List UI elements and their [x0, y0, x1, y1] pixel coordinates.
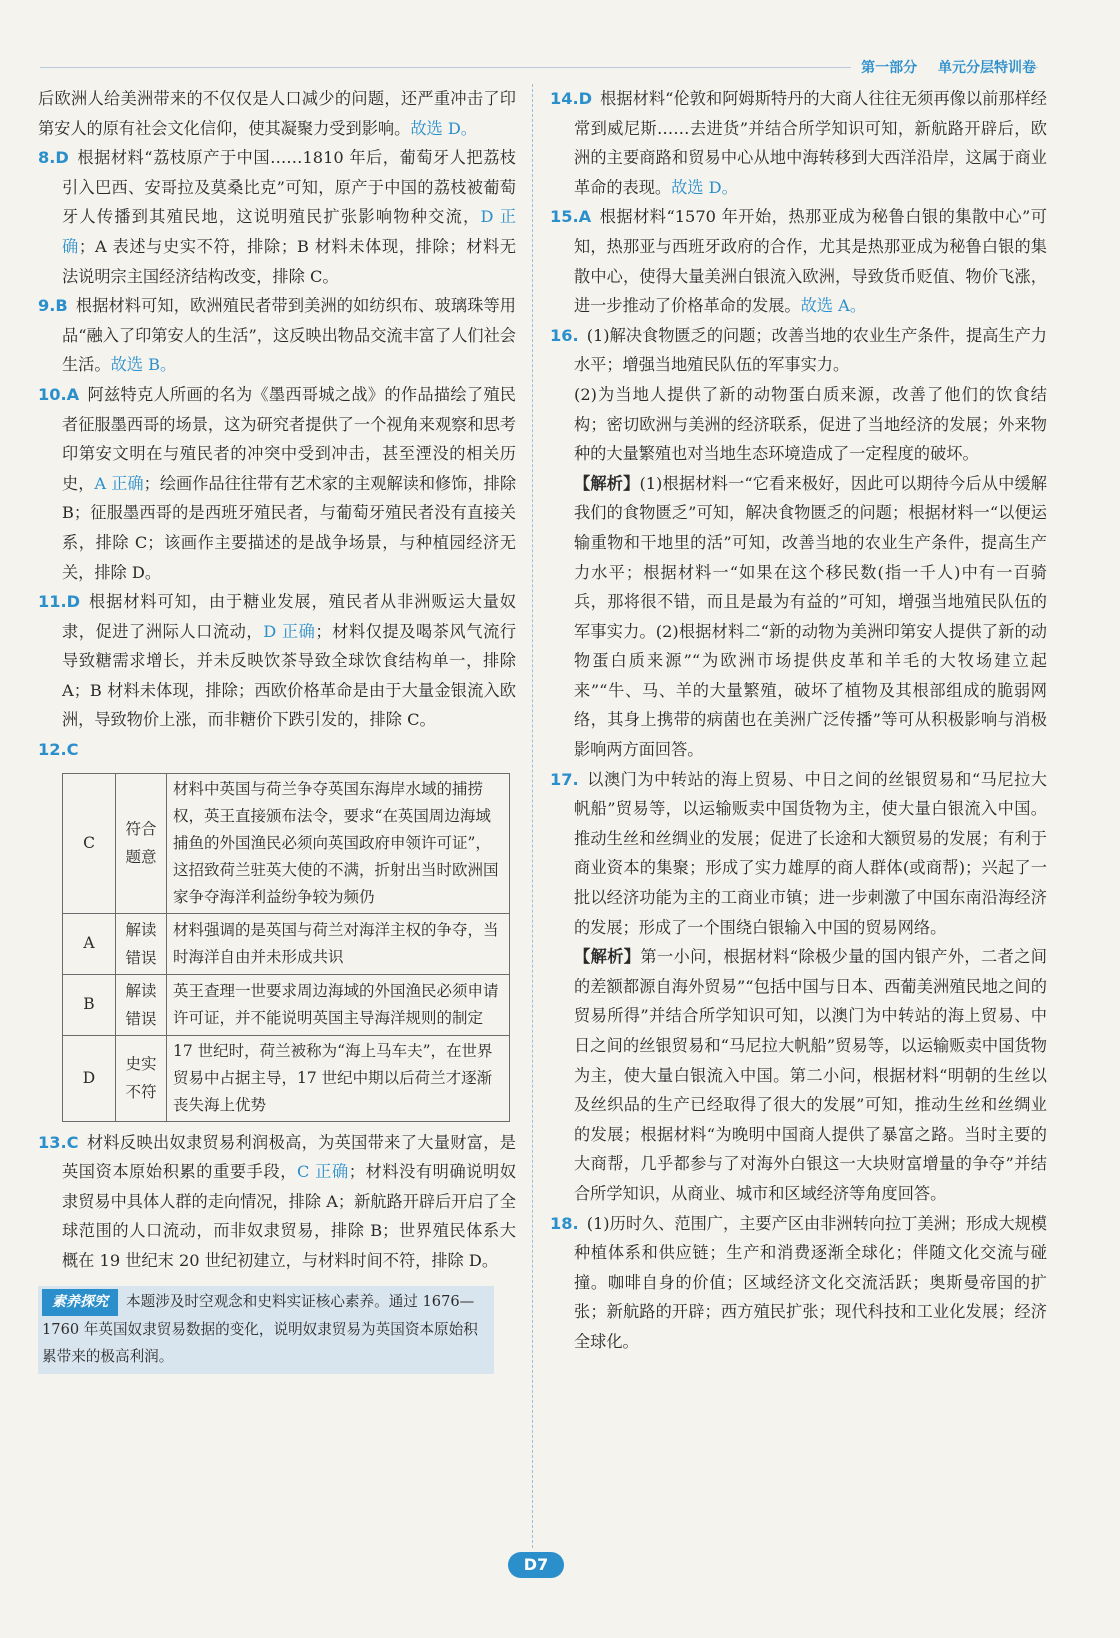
analysis-tag: 【解析】 [574, 947, 641, 967]
answer-9-number: 9.B [38, 296, 68, 316]
right-column [550, 84, 1047, 1357]
answer-15-number: 15.A [550, 207, 592, 227]
intro-paragraph: 后欧洲人给美洲带来的不仅仅是人口减少的问题，还严重冲击了印第安人的原有社会文化信仰，使其凝聚力受到影响。故选 D。 [38, 89, 516, 138]
explanation-cell: 17 世纪时，荷兰被称为“海上马车夫”，在世界贸易中占据主导，17 世纪中期以后荷兰才逐渐丧失海上优势 [167, 1035, 510, 1121]
page-number: D7 [508, 1552, 564, 1578]
answer-8-number: 8.D [38, 148, 69, 168]
table-row [63, 913, 510, 974]
answer-16-number: 16. [550, 325, 579, 345]
answer-8: 8.D 根据材料“荔枝原产于中国……1810 年后，葡萄牙人把荔枝引入巴西、安哥拉及莫桑比克”可知，原产于中国的荔枝被葡萄牙人传播到其殖民地，这说明殖民扩张影响物种交流，D 正确；A 表述与史实不符，排除；B 材料未体现，排除；材料无法说明宗主国经济结构改变，排除 C。 [38, 148, 517, 286]
answer-13: 13.C 材料反映出奴隶贸易利润极高，为英国带来了大量财富，是英国资本原始积累的重要手段，C 正确；材料没有明确说明奴隶贸易中具体人群的走向情况，排除 A；新航路开辟后开启了全球范围的人口流动，而非奴隶贸易，排除 B；世界殖民体系大概在 19 世纪末 20 世纪初建立，与材料时间不符，排除 D。 [38, 1132, 517, 1271]
answer-18: 18. (1)历时久、范围广，主要产区由非洲转向拉丁美洲；形成大规模种植体系和供应链；生产和消费逐渐全球化；伴随文化交流与碰撞。咖啡自身的价值；区域经济文化交流活跃；奥斯曼帝国的扩张；新航路的开辟；西方殖民扩张；现代科技和工业化发展；经济全球化。 [550, 1213, 1047, 1351]
verdict-cell: 史实不符 [116, 1035, 167, 1121]
option-cell: A [63, 913, 116, 974]
answer-12-table [62, 773, 510, 1122]
answer-11: 11.D 根据材料可知，由于糖业发展，殖民者从非洲贩运大量奴隶，促进了洲际人口流动，D 正确；材料仅提及喝茶风气流行导致糖需求增长，并未反映饮茶导致全球饮食结构单一，排除 A；B 材料未体现，排除；西欧价格革命是由于大量金银流入欧洲，导致物价上涨，而非糖价下跌引发的，排除 C。 [38, 592, 517, 730]
explanation-cell: 材料强调的是英国与荷兰对海洋主权的争夺，当时海洋自由并未形成共识 [167, 913, 510, 974]
answer-17: 17. 以澳门为中转站的海上贸易、中日之间的丝银贸易和“马尼拉大帆船”贸易等，以运输贩卖中国货物为主，使大量白银流入中国。推动生丝和丝绸业的发展；促进了长途和大额贸易的发展；有利于商业资本的集聚；形成了实力雄厚的商人群体(或商帮)；兴起了一批以经济功能为主的工商业市镇；进一步刺激了中国东南沿海经济的发展；形成了一个围绕白银输入中国的贸易网络。 [550, 769, 1047, 937]
answer-18-number: 18. [550, 1213, 579, 1233]
answer-17-number: 17. [550, 769, 579, 789]
header-part: 第一部分 [861, 60, 918, 76]
option-cell: B [63, 974, 116, 1035]
answer-16-part1: 16. (1)解决食物匮乏的问题；改善当地的农业生产条件，提高生产力水平；增强当地殖民队伍的军事实力。 [550, 325, 1047, 375]
literacy-note-tag: 素养探究 [42, 1289, 118, 1316]
verdict-cell: 解读错误 [116, 974, 167, 1035]
answer-17-analysis: 【解析】第一小问，根据材料“除极少量的国内银产外，二者之间的差额都源自海外贸易”“包括中国与日本、西葡美洲殖民地之间的贸易所得”并结合所学知识可知，以澳门为中转站的海上贸易、中日之间的丝银贸易和“马尼拉大帆船”贸易等，以运输贩卖中国货物为主，使大量白银流入中国。第二小问，根据材料“明朝的生丝以及丝织品的生产已经取得了很大的发展”可知，推动生丝和丝绸业的发展；根据材料“为晚明中国商人提供了暴富之路。当时主要的大商帮，几乎都参与了对海外白银这一大块财富增量的争夺”并结合所学知识，从商业、城市和区域经济等角度回答。 [574, 947, 1047, 1203]
analysis-tag: 【解析】 [574, 473, 640, 493]
verdict-cell: 符合题意 [116, 773, 167, 913]
answer-16-part2: (2)为当地人提供了新的动物蛋白质来源，改善了他们的饮食结构；密切欧洲与美洲的经济联系，促进了当地经济的发展；外来物种的大量繁殖也对当地生态环境造成了一定程度的破坏。 [574, 384, 1047, 464]
answer-10: 10.A 阿兹特克人所画的名为《墨西哥城之战》的作品描绘了殖民者征服墨西哥的场景，这为研究者提供了一个视角来观察和思考印第安文明在与殖民者的冲突中受到冲击，甚至湮没的相关历史，A 正确；绘画作品往往带有艺术家的主观解读和修饰，排除 B；征服墨西哥的是西班牙殖民者，与葡萄牙殖民者没有直接关系，排除 C；该画作主要描述的是战争场景，与种植园经济无关，排除 D。 [38, 384, 517, 582]
answer-10-number: 10.A [38, 384, 80, 404]
answer-12 [38, 735, 516, 765]
explanation-cell: 材料中英国与荷兰争夺英国东海岸水域的捕捞权，英王直接颁布法令，要求“在英国周边海域捕鱼的外国渔民必须向英国政府申领许可证”，这招致荷兰驻英大使的不满，折射出当时欧洲国家争夺海洋利益纷争较为频仍 [167, 773, 510, 913]
answer-9: 9.B 根据材料可知，欧洲殖民者带到美洲的如纺织布、玻璃珠等用品“融入了印第安人的生活”，这反映出物品交流丰富了人们社会生活。故选 B。 [38, 296, 516, 375]
literacy-note-text: 本题涉及时空观念和史料实证核心素养。通过 1676—1760 年英国奴隶贸易数据的变化，说明奴隶贸易为英国资本原始积累带来的极高利润。 [42, 1292, 478, 1365]
page-header [851, 57, 1036, 77]
explanation-cell: 英王查理一世要求周边海域的外国渔民必须申请许可证，并不能说明英国主导海洋规则的制定 [167, 974, 510, 1035]
table-row [63, 773, 510, 913]
table-row [63, 1035, 510, 1121]
verdict-cell: 解读错误 [116, 913, 167, 974]
answer-14: 14.D 根据材料“伦敦和阿姆斯特丹的大商人往往无须再像以前那样经常到威尼斯……去进货”并结合所学知识可知，新航路开辟后，欧洲的主要商路和贸易中心从地中海转移到大西洋沿岸，这属于商业革命的表现。故选 D。 [550, 89, 1047, 197]
column-divider [532, 84, 533, 1548]
intro-highlight: 故选 D。 [410, 118, 477, 138]
answer-15: 15.A 根据材料“1570 年开始，热那亚成为秘鲁白银的集散中心”可知，热那亚与西班牙政府的合作，尤其是热那亚成为秘鲁白银的集散中心，使得大量美洲白银流入欧洲，导致货币贬值、物价飞涨，进一步推动了价格革命的发展。故选 A。 [550, 207, 1047, 316]
answer-12-number: 12.C [38, 740, 79, 760]
answer-13-number: 13.C [38, 1132, 79, 1152]
answer-14-number: 14.D [550, 89, 593, 108]
option-cell: D [63, 1035, 116, 1121]
literacy-note [38, 1286, 494, 1374]
answer-11-number: 11.D [38, 592, 81, 612]
answer-16-analysis: 【解析】(1)根据材料一“它看来极好，因此可以期待今后从中缓解我们的食物匮乏”可知，解决食物匮乏的问题；根据材料一“以便运输重物和干地里的活”可知，改善当地的农业生产条件，提高生产力水平；根据材料一“如果在这个移民数(指一千人)中有一百骑兵，那将很不错，而且是最为有益的”可知，增强当地殖民队伍的军事实力。(2)根据材料二“新的动物为美洲印第安人提供了新的动物蛋白质来源”“为欧洲市场提供皮革和羊毛的大牧场建立起来”“牛、马、羊的大量繁殖，破坏了植物及其根部组成的脆弱网络，其身上携带的病菌也在美洲广泛传播”等可从积极影响与消极影响两方面回答。 [574, 473, 1047, 760]
table-row [63, 974, 510, 1035]
left-column [38, 84, 516, 1374]
option-cell: C [63, 773, 116, 913]
header-title: 单元分层特训卷 [938, 60, 1036, 76]
